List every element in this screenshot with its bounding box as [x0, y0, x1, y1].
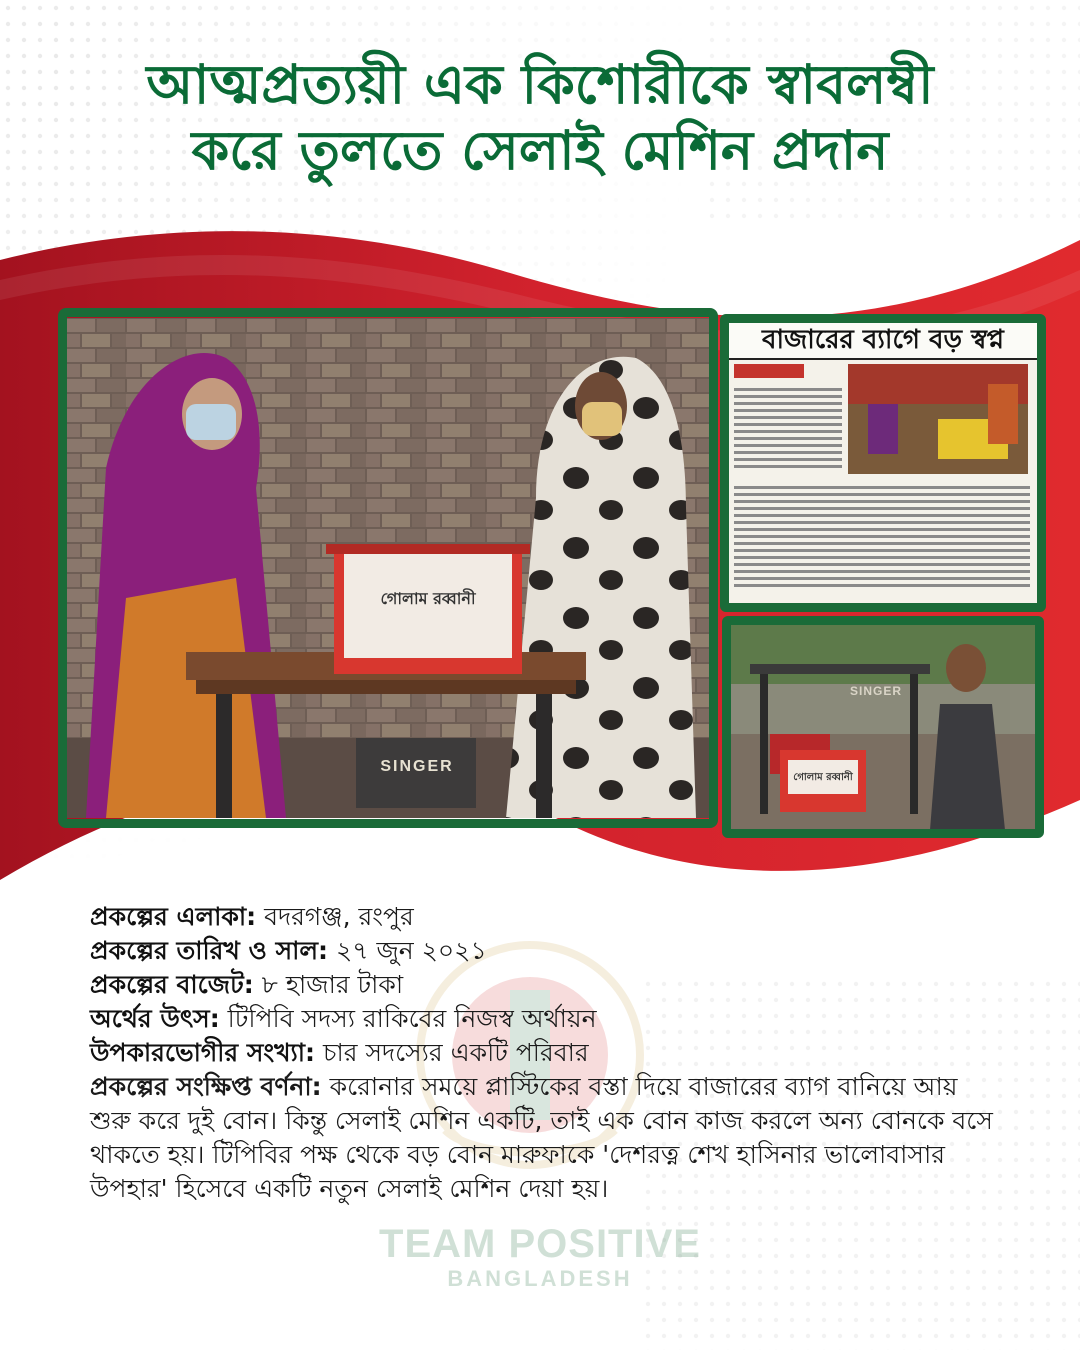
page-title	[40, 52, 1040, 184]
info-beneficiary	[90, 1036, 1000, 1070]
newspaper-frame	[720, 314, 1046, 612]
info-fund-label: অর্থের উৎস:	[90, 1004, 220, 1033]
title-line-1: আত্মপ্রত্যয়ী এক কিশোরীকে স্বাবলম্বী	[146, 53, 934, 116]
info-summary-value: করোনার সময়ে প্লাস্টিকের বস্তা দিয়ে বাজারের ব্যাগ বানিয়ে আয় শুরু করে দুই বোন। কিন্তু সেলাই মেশিন একটি, তাই এক বোন কাজ করলে অন্য বোনকে বসে থাকতে হয়। টিপিবির পক্ষ থেকে বড় বোন মারুফাকে 'দেশরত্ন শেখ হাসিনার ভালোবাসার উপহার' হিসেবে একটি নতুন সেলাই মেশিন দেয়া হয়।	[90, 1072, 993, 1203]
info-fund-value: টিপিবি সদস্য রাকিবের নিজস্ব অর্থায়ন	[227, 1004, 597, 1033]
info-date-label: প্রকল্পের তারিখ ও সাল:	[90, 936, 329, 965]
info-date	[90, 934, 1000, 968]
main-machine-brand: SINGER	[380, 758, 454, 775]
info-summary	[90, 1070, 1000, 1206]
info-budget-label: প্রকল্পের বাজেট:	[90, 970, 254, 999]
info-area	[90, 900, 1000, 934]
info-beneficiary-label: উপকারভোগীর সংখ্যা:	[90, 1038, 316, 1067]
info-date-value: ২৭ জুন ২০২১	[335, 936, 487, 965]
team-positive-watermark	[330, 1222, 750, 1292]
info-fund	[90, 1002, 1000, 1036]
watermark-line-1: TEAM POSITIVE	[379, 1222, 701, 1266]
info-budget-value: ৮ হাজার টাকা	[261, 970, 404, 999]
man-photo-frame	[722, 616, 1044, 838]
project-info	[90, 900, 1000, 1206]
info-beneficiary-value: চার সদস্যের একটি পরিবার	[323, 1038, 589, 1067]
info-summary-label: প্রকল্পের সংক্ষিপ্ত বর্ণনা:	[90, 1072, 322, 1101]
man-machine-brand: SINGER	[850, 684, 903, 698]
info-area-value: বদরগঞ্জ, রংপুর	[264, 902, 414, 931]
man-box-label: গোলাম রব্বানী	[793, 772, 853, 783]
info-budget	[90, 968, 1000, 1002]
main-photo-frame	[58, 308, 718, 828]
title-line-2: করে তুলতে সেলাই মেশিন প্রদান	[191, 119, 889, 182]
watermark-line-2: BANGLADESH	[447, 1266, 633, 1291]
main-box-label: গোলাম রব্বানী	[380, 589, 476, 608]
info-area-label: প্রকল্পের এলাকা:	[90, 902, 257, 931]
newspaper-headline: বাজারের ব্যাগে বড় স্বপ্ন	[728, 322, 1038, 360]
